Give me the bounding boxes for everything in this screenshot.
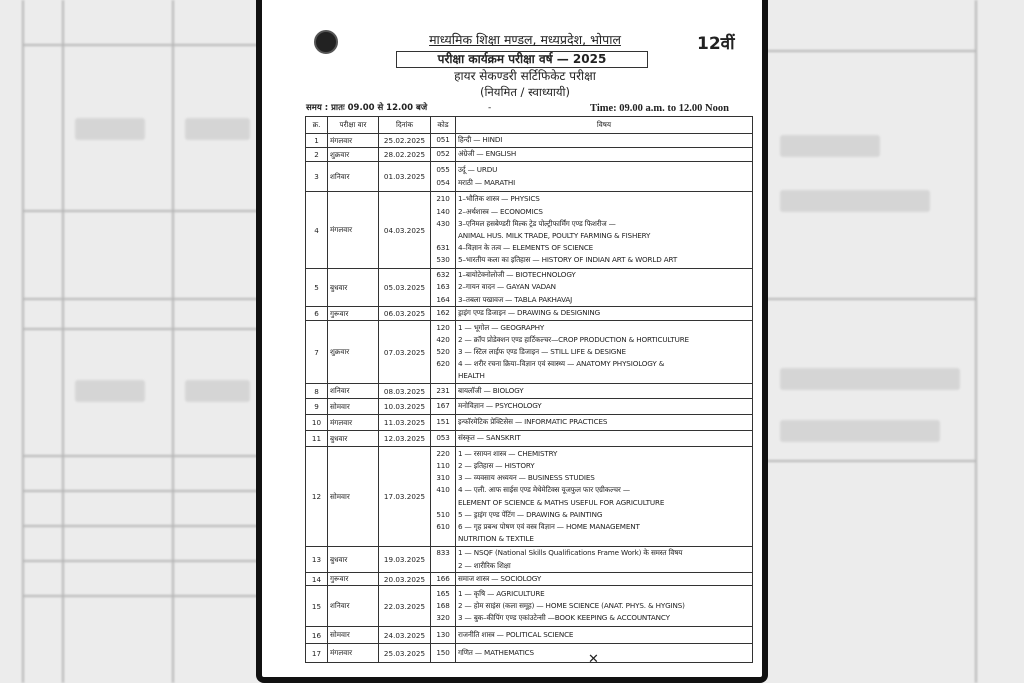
separator-dash: -	[488, 103, 492, 113]
subject-code: 210	[436, 194, 450, 204]
exam-day: मंगलवार	[328, 134, 379, 148]
subject-code: 510	[436, 509, 450, 519]
subjects	[456, 134, 753, 148]
subject-name: 4 — एली. आफ साईस एण्ड मेथेमेटिक्स यूजफुल फार एग्रीकल्चर —	[458, 485, 630, 495]
subject-code: 053	[436, 433, 450, 443]
exam-day: बुधवार	[328, 431, 379, 447]
subject-name: उर्दू — URDU	[458, 165, 498, 175]
subject-name: इन्फॉरमेटिक प्रेक्टिसेस — INFORMATIC PRACTICES	[458, 417, 608, 427]
row-number: 15	[306, 586, 328, 627]
col-header-subject: विषय	[456, 117, 753, 134]
subject-name: ANIMAL HUS. MILK TRADE, POULTY FARMING & FISHERY	[458, 231, 651, 240]
subject-code: 164	[436, 294, 450, 304]
subject-codes	[431, 307, 456, 321]
subject-name: मराठी — MARATHI	[458, 177, 516, 187]
exam-date: 01.03.2025	[379, 162, 431, 192]
exam-date: 28.02.2025	[379, 148, 431, 162]
class-label: 12वीं	[697, 34, 735, 54]
table-row	[306, 269, 753, 307]
subject-name: राजनीति शास्त्र — POLITICAL SCIENCE	[458, 630, 574, 640]
table-header-row	[306, 117, 753, 134]
board-logo-icon	[314, 30, 338, 54]
exam-date: 22.03.2025	[379, 586, 431, 627]
signature-mark: ✕	[588, 652, 599, 667]
exam-name: हायर सेकण्डरी सर्टिफिकेट परीक्षा	[454, 69, 596, 83]
subject-code: 120	[436, 322, 450, 332]
subject-codes	[431, 627, 456, 644]
subject-code: 632	[436, 270, 450, 280]
subject-name: समाज शास्त्र — SOCIOLOGY	[458, 574, 542, 583]
subject-code: 310	[436, 473, 450, 483]
row-number: 2	[306, 148, 328, 162]
row-number: 13	[306, 547, 328, 573]
subject-name: 1 — रसायन शास्त्र — CHEMISTRY	[458, 448, 558, 458]
subjects	[456, 307, 753, 321]
subjects	[456, 573, 753, 586]
subject-name: 5 — ड्राइंग एण्ड पेंटिंग — DRAWING & PAINTING	[458, 509, 603, 519]
subject-codes	[431, 547, 456, 573]
subject-code: 166	[436, 574, 450, 583]
exam-day: बुधवार	[328, 547, 379, 573]
row-number: 10	[306, 415, 328, 431]
subject-codes	[431, 192, 456, 269]
subject-code: 051	[436, 135, 450, 145]
table-row	[306, 573, 753, 586]
row-number: 11	[306, 431, 328, 447]
subject-name: 2 — शारीरिक शिक्षा	[458, 560, 511, 570]
row-number: 6	[306, 307, 328, 321]
subject-name: 2 — क्रॉप प्रोडेक्शन एण्ड हार्टिकल्चर—CROP PRODUCTION & HORTICULTURE	[458, 334, 689, 344]
subjects	[456, 399, 753, 415]
row-number: 12	[306, 447, 328, 547]
exam-date: 04.03.2025	[379, 192, 431, 269]
subject-code: 165	[436, 588, 450, 598]
subject-name: 3–एनिमल हसबेण्डरी मिल्क ट्रेड पोल्ट्रीफार्मिंग एण्ड फिशरीज —	[458, 218, 616, 228]
subject-name: ड्राइंग एण्ड डिजाइन — DRAWING & DESIGNING	[458, 308, 601, 318]
subject-name: 1–बायोटेक्नोलोजी — BIOTECHNOLOGY	[458, 270, 576, 280]
table-row	[306, 384, 753, 399]
table-row	[306, 447, 753, 547]
subject-codes	[431, 447, 456, 547]
program-title: परीक्षा कार्यक्रम परीक्षा वर्ष — 2025	[396, 51, 648, 68]
subject-code	[433, 497, 453, 509]
col-header-code: कोड	[431, 117, 456, 134]
subject-name: 2 — इतिहास — HISTORY	[458, 460, 535, 470]
table-row	[306, 307, 753, 321]
table-row	[306, 431, 753, 447]
subject-codes	[431, 321, 456, 384]
subjects	[456, 627, 753, 644]
subject-name: मनोविज्ञान — PSYCHOLOGY	[458, 401, 542, 411]
subject-code: 231	[436, 385, 450, 395]
document-frame	[256, 0, 768, 683]
row-number: 8	[306, 384, 328, 399]
subject-name: हिन्दी — HINDI	[458, 135, 503, 145]
subject-code	[433, 230, 453, 242]
subjects	[456, 547, 753, 573]
exam-day: सोमवार	[328, 627, 379, 644]
subject-code: 610	[436, 521, 450, 531]
subject-code: 163	[436, 282, 450, 292]
subject-code: 151	[436, 417, 450, 427]
subject-codes	[431, 573, 456, 586]
subject-name: 2–गायन वादन — GAYAN VADAN	[458, 282, 556, 292]
subject-code	[433, 560, 453, 572]
exam-date: 12.03.2025	[379, 431, 431, 447]
exam-day: गुरूवार	[328, 573, 379, 586]
exam-day: शुक्रवार	[328, 148, 379, 162]
subject-name: 4 — शरीर रचना क्रिया–विज्ञान एवं स्वास्थ्य — ANATOMY PHYSIOLOGY &	[458, 359, 665, 369]
subject-name: 2 — होम साइंस (कला समूह) — HOME SCIENCE (ANAT. PHYS. & HYGINS)	[458, 601, 685, 611]
table-row	[306, 192, 753, 269]
subject-name: 1–भौतिक शास्त्र — PHYSICS	[458, 194, 540, 204]
subject-code: 631	[436, 243, 450, 253]
subjects	[456, 586, 753, 627]
exam-day: मंगलवार	[328, 644, 379, 663]
row-number: 7	[306, 321, 328, 384]
subject-codes	[431, 134, 456, 148]
subject-code: 420	[436, 334, 450, 344]
subject-code: 220	[436, 448, 450, 458]
subjects	[456, 384, 753, 399]
subjects	[456, 447, 753, 547]
row-number: 3	[306, 162, 328, 192]
subject-name: HEALTH	[458, 371, 485, 381]
subject-code	[433, 533, 453, 545]
subject-name: 2–अर्थशास्त्र — ECONOMICS	[458, 206, 543, 216]
subject-code: 130	[436, 630, 450, 640]
row-number: 9	[306, 399, 328, 415]
subject-code: 320	[436, 613, 450, 623]
table-row	[306, 134, 753, 148]
table-row	[306, 586, 753, 627]
subjects	[456, 269, 753, 307]
subject-code: 530	[436, 255, 450, 265]
subject-codes	[431, 415, 456, 431]
col-header-no: क्र.	[306, 117, 328, 134]
exam-date: 11.03.2025	[379, 415, 431, 431]
exam-day: मंगलवार	[328, 192, 379, 269]
table-row	[306, 321, 753, 384]
subject-codes	[431, 399, 456, 415]
subject-code: 150	[436, 648, 450, 658]
time-english: Time: 09.00 a.m. to 12.00 Noon	[590, 103, 729, 114]
subject-name: 3 — स्टिल लाईफ एण्ड डिजाइन — STILL LIFE & DESIGNE	[458, 346, 626, 356]
exam-day: गुरूवार	[328, 307, 379, 321]
subject-code: 620	[436, 359, 450, 369]
col-header-date: दिनांक	[379, 117, 431, 134]
subject-name: 6 — गृह प्रबन्ध पोषण एवं वस्त्र विज्ञान — HOME MANAGEMENT	[458, 521, 640, 531]
subject-code: 410	[436, 485, 450, 495]
subject-code: 430	[436, 218, 450, 228]
row-number: 4	[306, 192, 328, 269]
subject-name: बायलॉजी — BIOLOGY	[458, 385, 524, 395]
table-row	[306, 415, 753, 431]
row-number: 17	[306, 644, 328, 663]
subject-code: 520	[436, 346, 450, 356]
timetable	[305, 116, 753, 663]
col-header-day: परीक्षा वार	[328, 117, 379, 134]
subject-code: 140	[436, 206, 450, 216]
exam-day: शनिवार	[328, 162, 379, 192]
subject-name: 1 — NSQF (National Skills Qualifications Frame Work) के समस्त विषय	[458, 548, 683, 558]
table-row	[306, 644, 753, 663]
subject-codes	[431, 586, 456, 627]
subjects	[456, 192, 753, 269]
subject-name: 3 — व्यवसाय अध्ययन — BUSINESS STUDIES	[458, 473, 595, 483]
exam-date: 05.03.2025	[379, 269, 431, 307]
exam-date: 10.03.2025	[379, 399, 431, 415]
board-name: माध्यमिक शिक्षा मण्डल, मध्यप्रदेश, भोपाल	[429, 32, 621, 47]
time-hindi: समय : प्रातः 09.00 से 12.00 बजे	[306, 103, 428, 113]
subject-code: 833	[436, 548, 450, 558]
subject-code: 054	[436, 177, 450, 187]
subject-name: 3 — बुक–कीपिंग एण्ड एकांउटेन्सी —BOOK KEEPING & ACCOUNTANCY	[458, 613, 670, 623]
exam-date: 24.03.2025	[379, 627, 431, 644]
subject-codes	[431, 644, 456, 663]
exam-date: 07.03.2025	[379, 321, 431, 384]
exam-day: सोमवार	[328, 399, 379, 415]
exam-date: 19.03.2025	[379, 547, 431, 573]
exam-date: 08.03.2025	[379, 384, 431, 399]
exam-mode: (नियमित / स्वाध्यायी)	[479, 85, 571, 99]
subject-code: 167	[436, 401, 450, 411]
subject-code: 168	[436, 601, 450, 611]
subject-code: 052	[436, 149, 450, 159]
subject-name: 5–भारतीय कला का इतिहास — HISTORY OF INDIAN ART & WORLD ART	[458, 255, 678, 265]
subject-name: 1 — कृषि — AGRICULTURE	[458, 588, 545, 598]
exam-day: मंगलवार	[328, 415, 379, 431]
exam-day: सोमवार	[328, 447, 379, 547]
table-row	[306, 162, 753, 192]
exam-date: 25.02.2025	[379, 134, 431, 148]
exam-day: शनिवार	[328, 586, 379, 627]
subject-code: 055	[436, 165, 450, 175]
table-row	[306, 148, 753, 162]
exam-day: शुक्रवार	[328, 321, 379, 384]
exam-day: शनिवार	[328, 384, 379, 399]
subject-name: 1 — भूगोल — GEOGRAPHY	[458, 322, 545, 332]
subjects	[456, 162, 753, 192]
exam-day: बुधवार	[328, 269, 379, 307]
table-row	[306, 547, 753, 573]
exam-date: 06.03.2025	[379, 307, 431, 321]
subject-name: ELEMENT OF SCIENCE & MATHS USEFUL FOR AGRICULTURE	[458, 497, 665, 507]
subject-name: 3–तबला पखावज — TABLA PAKHAVAJ	[458, 294, 573, 304]
subjects	[456, 644, 753, 663]
subject-code: 162	[436, 308, 450, 318]
table-row	[306, 627, 753, 644]
subject-codes	[431, 384, 456, 399]
subject-codes	[431, 162, 456, 192]
row-number: 5	[306, 269, 328, 307]
subject-codes	[431, 431, 456, 447]
subject-name: गणित — MATHEMATICS	[458, 648, 534, 658]
subjects	[456, 415, 753, 431]
subject-code: 110	[436, 460, 450, 470]
subject-name: अंग्रेजी — ENGLISH	[458, 149, 517, 159]
subject-code	[433, 370, 453, 382]
row-number: 14	[306, 573, 328, 586]
subject-codes	[431, 148, 456, 162]
subject-codes	[431, 269, 456, 307]
subject-name: NUTRITION & TEXTILE	[458, 534, 534, 544]
subjects	[456, 431, 753, 447]
subjects	[456, 148, 753, 162]
table-row	[306, 399, 753, 415]
subject-name: संस्कृत — SANSKRIT	[458, 433, 521, 443]
row-number: 16	[306, 627, 328, 644]
exam-date: 25.03.2025	[379, 644, 431, 663]
exam-date: 20.03.2025	[379, 573, 431, 586]
row-number: 1	[306, 134, 328, 148]
subjects	[456, 321, 753, 384]
exam-date: 17.03.2025	[379, 447, 431, 547]
subject-name: 4–विज्ञान के तत्व — ELEMENTS OF SCIENCE	[458, 243, 594, 253]
